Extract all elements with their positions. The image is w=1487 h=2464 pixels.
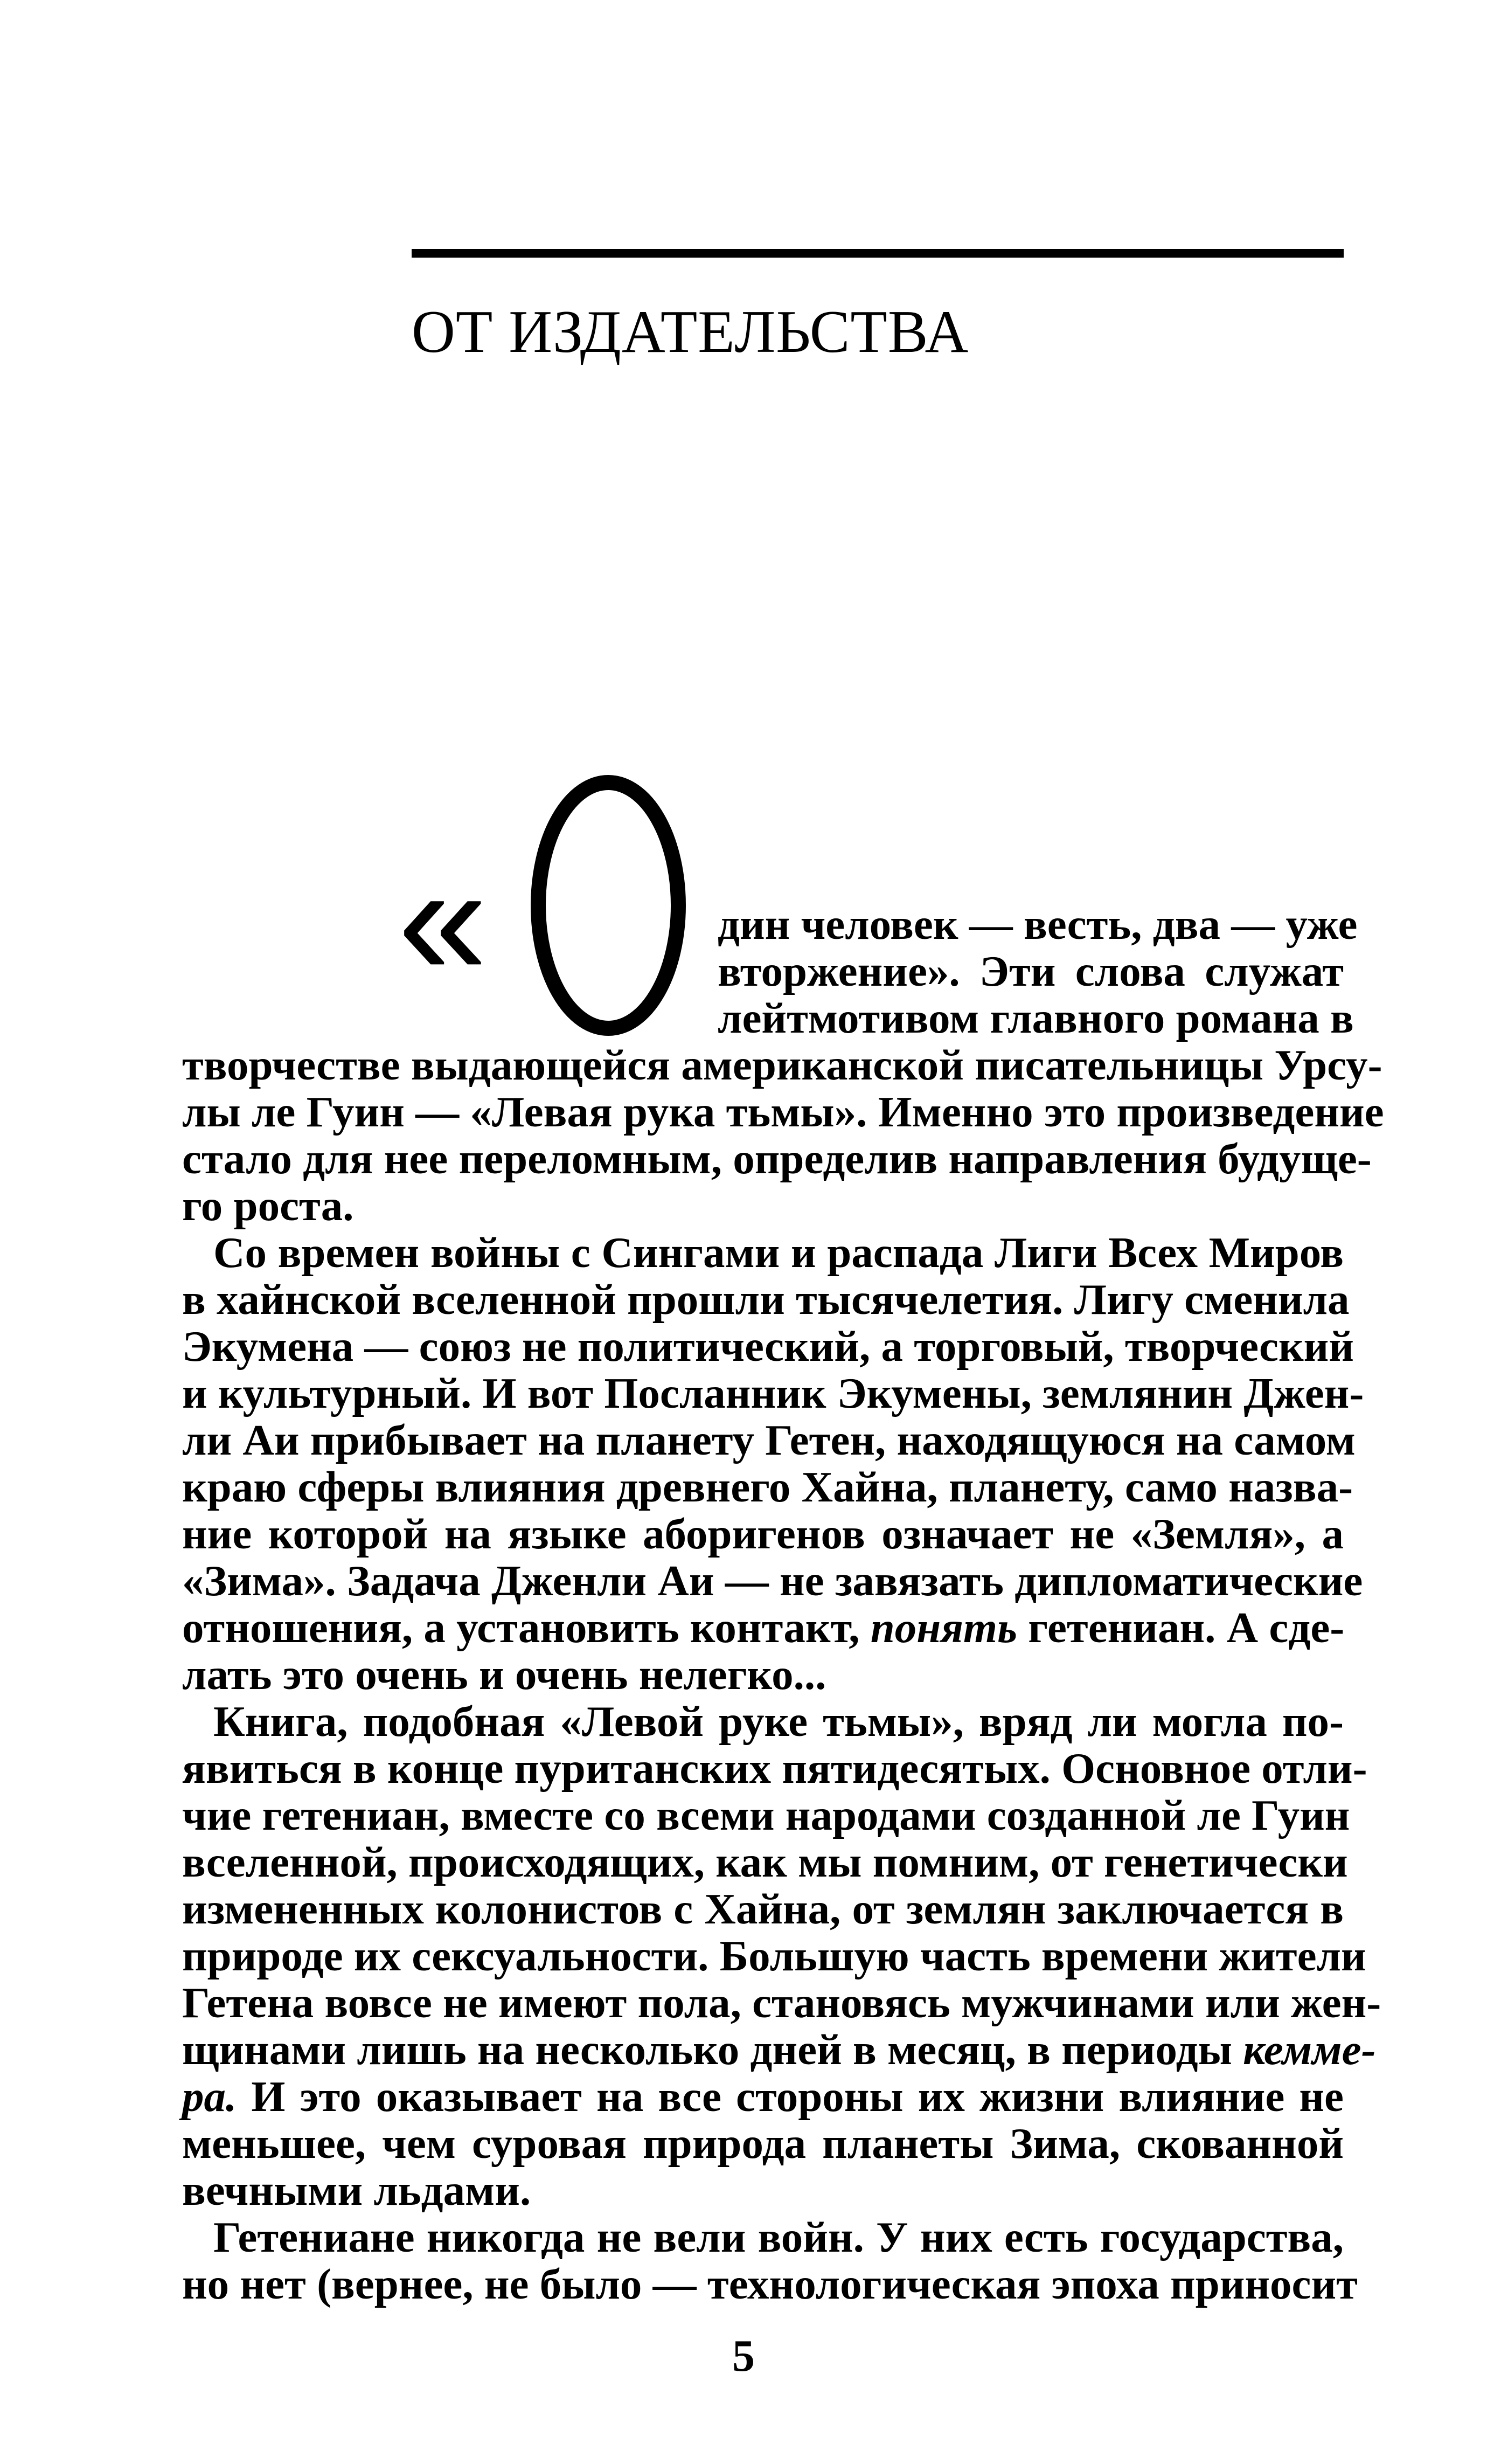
body-line: стало для нее переломным, определив направления будуще- (182, 1134, 1372, 1183)
drop-cap (398, 765, 694, 1046)
body-line: и культурный. И вот Посланник Экумены, землянин Джен- (182, 1369, 1364, 1417)
emphasis-word: ра. (182, 2072, 237, 2121)
body-line-segment: И это оказывает на все стороны их жизни влияние не (251, 2072, 1344, 2121)
body-line: Со времен войны с Сингами и распада Лиги Всех Миров (213, 1228, 1344, 1277)
drop-cap-letter (538, 783, 678, 1028)
body-line: го роста. (182, 1181, 354, 1230)
body-line-segment: щинами лишь на несколько дней в месяц, в периоды (182, 2025, 1232, 2074)
body-line: вечными льдами. (182, 2166, 531, 2214)
drop-cap-quote: « (398, 829, 488, 1010)
body-line-segment: гетениан. А сде- (1028, 1603, 1345, 1652)
body-line: лать это очень и очень нелегко... (182, 1650, 826, 1699)
page-number: 5 (732, 2331, 755, 2381)
emphasis-word: кемме- (1243, 2025, 1376, 2074)
body-line: краю сферы влияния древнего Хайна, планету, само назва- (182, 1463, 1353, 1511)
body-line-segment: отношения, а установить контакт, (182, 1603, 860, 1652)
body-line: ние которой на языке аборигенов означает не «Земля», а (182, 1510, 1344, 1558)
body-line (182, 2072, 1344, 2121)
drop-cap-graphic (398, 765, 694, 1046)
body-line: лы ле Гуин — «Левая рука тьмы». Именно это произведение (182, 1088, 1384, 1136)
body-line: вселенной, происходящих, как мы помним, от генетически (182, 1838, 1348, 1886)
body-line: «Зима». Задача Дженли Аи — не завязать дипломатические (182, 1556, 1363, 1605)
body-line: ли Аи прибывает на планету Гетен, находящуюся на самом (182, 1416, 1356, 1464)
body-line: в хайнской вселенной прошли тысячелетия. Лигу сменила (182, 1275, 1350, 1324)
body-line: но нет (вернее, не было — технологическая эпоха приносит (182, 2260, 1358, 2308)
emphasis-word: понять (870, 1603, 1018, 1652)
body-line (182, 2025, 1376, 2074)
body-line: Гетена вовсе не имеют пола, становясь мужчинами или жен- (182, 1978, 1381, 2027)
chapter-title: ОТ ИЗДАТЕЛЬСТВА (412, 299, 969, 365)
chapter-rule (412, 249, 1344, 258)
body-line: Гетениане никогда не вели войн. У них есть государства, (213, 2213, 1344, 2261)
body-line: природе их сексуальности. Большую часть времени жители (182, 1932, 1366, 1980)
body-line: Экумена — союз не политический, а торговый, творческий (182, 1322, 1354, 1371)
body-line (182, 1603, 1345, 1652)
body-line: чие гетениан, вместе со всеми народами созданной ле Гуин (182, 1791, 1350, 1839)
body-line: дин человек — весть, два — уже (718, 900, 1358, 949)
body-line: измененных колонистов с Хайна, от землян заключается в (182, 1885, 1344, 1933)
body-line: творчестве выдающейся американской писательницы Урсу- (182, 1041, 1382, 1089)
body-line: вторжение». Эти слова служат (718, 947, 1344, 995)
body-line: лейтмотивом главного романа в (718, 994, 1354, 1042)
body-line: меньшее, чем суровая природа планеты Зима, скованной (182, 2119, 1344, 2168)
body-line: явиться в конце пуританских пятидесятых. Основное отли- (182, 1744, 1367, 1792)
body-line: Книга, подобная «Левой руке тьмы», вряд ли могла по- (213, 1697, 1344, 1746)
